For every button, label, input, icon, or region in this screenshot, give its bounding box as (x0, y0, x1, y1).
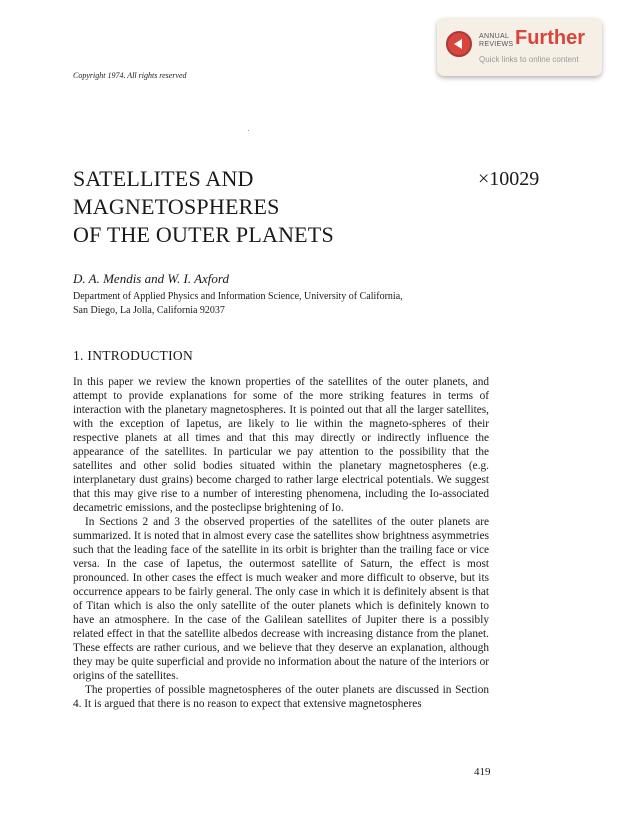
back-arrow-icon (446, 31, 472, 57)
quick-links-label: Quick links to online content (479, 55, 579, 64)
paragraph: In Sections 2 and 3 the observed properties of the satellites of the outer planets are summarized. It is noted that in almost every case the satellites show brightness asymmetries such that the leading face of the satellite in its orbit is brighter than the trailing face or vice versa. In the case of Iapetus, the outermost satellite of Saturn, the effect is most pronounced. In other cases the effect is much weaker and more difficult to observe, but its occurrence appears to be fairly general. The only case in which it is definitely absent is that of Titan which is also the only satellite of the outer planets which is definitely known to have an atmosphere. In the case of the Galilean satellites of Jupiter there is a possibly related effect in that the satellite albedos decrease with increasing distance from the planet. These effects are rather curious, and we believe that they deserve an explanation, although they may be quite superficial and provide no information about the nature of the interiors or origins of the satellites. (73, 516, 489, 682)
affiliation-line: San Diego, La Jolla, California 92037 (73, 305, 225, 316)
stray-mark (248, 130, 249, 131)
further-label: Further (515, 27, 585, 49)
paragraph: The properties of possible magnetospheres of the outer planets are discussed in Section 4. It is argued that there is no reason to expect that extensive magnetospheres (73, 684, 489, 710)
annual-reviews-label: ANNUAL REVIEWS (479, 33, 514, 48)
page-number: 419 (474, 766, 491, 778)
title-line: MAGNETOSPHERES (73, 194, 280, 219)
body-text (73, 375, 489, 711)
article-code: ×10029 (478, 168, 540, 190)
title-line: OF THE OUTER PLANETS (73, 222, 334, 247)
title-line: SATELLITES AND (73, 166, 254, 191)
affiliation (73, 290, 493, 318)
affiliation-line: Department of Applied Physics and Information Science, University of California, (73, 291, 403, 302)
copyright-notice: Copyright 1974. All rights reserved (73, 71, 187, 80)
section-heading: 1. INTRODUCTION (73, 348, 193, 363)
authors: D. A. Mendis and W. I. Axford (73, 271, 229, 286)
paragraph: In this paper we review the known properties of the satellites of the outer planets, and attempt to provide explanations for some of the more striking features in terms of interaction with the planetary magnetospheres. It is pointed out that all the larger satellites, with the exception of Iapetus, are likely to lie within the magneto-spheres of their respective planets at all times and that this may directly or indirectly influence the appearance of the satellites. In particular we pay attention to the possibility that the satellites and other solid bodies situated within the planetary magnetospheres (e.g. interplanetary dust grains) become charged to rather large electrical potentials. We suggest that this may give rise to a number of interesting phenomena, including the Io-associated decametric emissions, and the posteclipse brightening of Io. (73, 376, 489, 514)
annual-reviews-further-badge[interactable] (437, 18, 602, 76)
article-title (73, 165, 433, 249)
